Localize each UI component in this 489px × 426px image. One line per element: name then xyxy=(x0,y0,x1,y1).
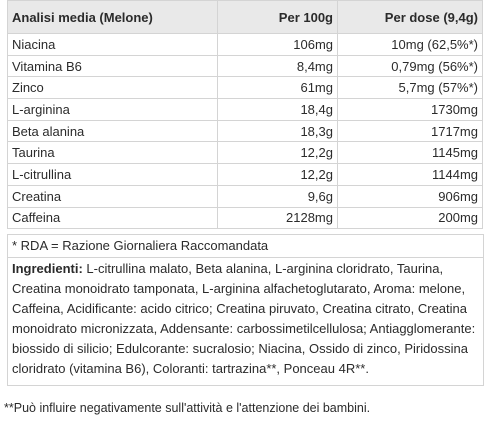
nutrient-name: Caffeina xyxy=(8,207,218,229)
ingredients-box xyxy=(7,256,484,386)
header-per-dose: Per dose (9,4g) xyxy=(338,1,483,34)
per-100g-value: 61mg xyxy=(218,77,338,99)
per-dose-value: 1144mg xyxy=(338,164,483,186)
table-row xyxy=(8,164,483,186)
table-header-row xyxy=(8,1,483,34)
per-dose-value: 1730mg xyxy=(338,99,483,121)
table-row xyxy=(8,185,483,207)
nutrient-name: L-arginina xyxy=(8,99,218,121)
per-dose-value: 906mg xyxy=(338,185,483,207)
nutrition-panel xyxy=(7,0,482,376)
table-row xyxy=(8,34,483,56)
table-row xyxy=(8,142,483,164)
header-per-100g: Per 100g xyxy=(218,1,338,34)
per-dose-value: 0,79mg (56%*) xyxy=(338,55,483,77)
rda-note: * RDA = Razione Giornaliera Raccomandata xyxy=(7,234,484,258)
per-dose-value: 5,7mg (57%*) xyxy=(338,77,483,99)
table-row xyxy=(8,120,483,142)
table-row xyxy=(8,55,483,77)
nutrient-name: Creatina xyxy=(8,185,218,207)
per-dose-value: 1717mg xyxy=(338,120,483,142)
nutrient-name: Vitamina B6 xyxy=(8,55,218,77)
table-row xyxy=(8,99,483,121)
per-100g-value: 18,3g xyxy=(218,120,338,142)
nutrient-name: L-citrullina xyxy=(8,164,218,186)
per-100g-value: 12,2g xyxy=(218,142,338,164)
ingredients-text: L-citrullina malato, Beta alanina, L-arginina cloridrato, Taurina, Creatina monoidrato tamponata, L-arginina alfachetoglutarato, Aroma: melone, Caffeina, Acidificante: acido citrico; Creatina piruvato, Creatina citrato, Creatina monoidrato micronizzata, Addensante: carbossimetilcellulosa; Antiagglomerante: biossido di silicio; Edulcorante: sucralosio; Niacina, Ossido di zinco, Piridossina cloridrato (vitamina B6), Coloranti: tartrazina**, Ponceau 4R**. xyxy=(12,261,476,376)
per-100g-value: 12,2g xyxy=(218,164,338,186)
header-analysis: Analisi media (Melone) xyxy=(8,1,218,34)
table-row xyxy=(8,207,483,229)
per-100g-value: 9,6g xyxy=(218,185,338,207)
footnote: **Può influire negativamente sull'attività e l'attenzione dei bambini. xyxy=(4,401,371,415)
nutrient-name: Beta alanina xyxy=(8,120,218,142)
per-100g-value: 18,4g xyxy=(218,99,338,121)
per-dose-value: 10mg (62,5%*) xyxy=(338,34,483,56)
nutrition-table xyxy=(7,0,483,229)
per-dose-value: 1145mg xyxy=(338,142,483,164)
ingredients-label: Ingredienti: xyxy=(12,261,83,276)
per-100g-value: 8,4mg xyxy=(218,55,338,77)
table-row xyxy=(8,77,483,99)
nutrient-name: Zinco xyxy=(8,77,218,99)
per-100g-value: 106mg xyxy=(218,34,338,56)
nutrient-name: Taurina xyxy=(8,142,218,164)
per-100g-value: 2128mg xyxy=(218,207,338,229)
nutrient-name: Niacina xyxy=(8,34,218,56)
per-dose-value: 200mg xyxy=(338,207,483,229)
